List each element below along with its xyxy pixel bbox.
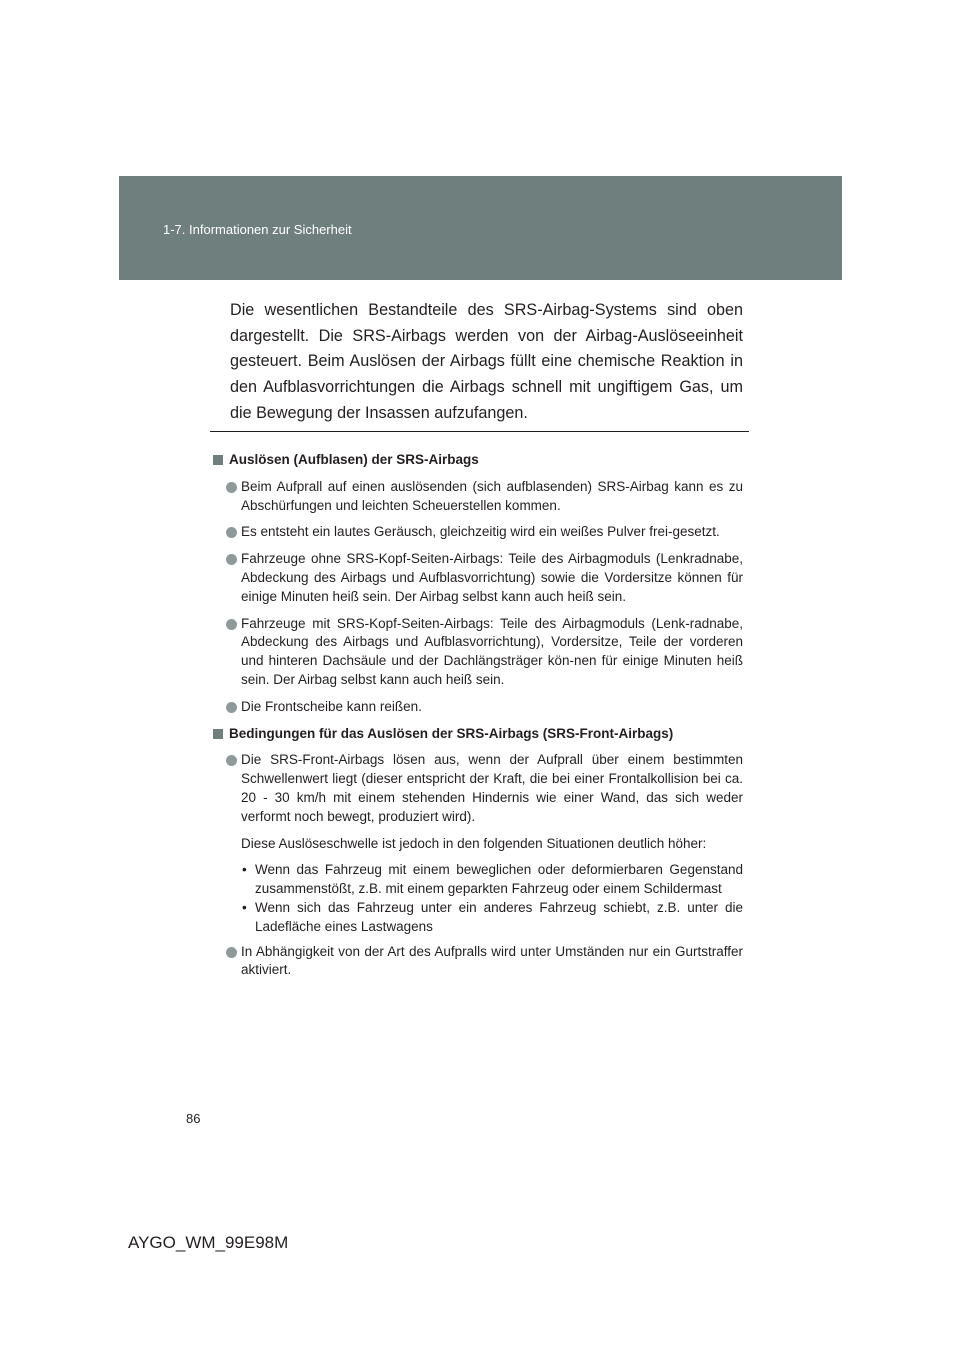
- list-item-text: Die SRS-Front-Airbags lösen aus, wenn der Aufprall über einem bestimmten Schwellenwert liegt (dieser entspricht der Kraft, die bei einer Frontalkollision bei ca. 20 - 30 km/h mit einem stehenden Hindernis wie einer Wand, das sich weder verformt noch bewegt, produziert wird).: [241, 752, 743, 824]
- square-bullet-icon: [213, 455, 223, 465]
- list-item-text: Fahrzeuge mit SRS-Kopf-Seiten-Airbags: Teile des Airbagmoduls (Lenk-radnabe, Abdeckung des Airbags und Aufblasvorrichtung), Vordersitze, Teile der vorderen und hinteren Dachsäule und der Dachlängsträger kön-nen für einige Minuten heiß sein. Der Airbag selbst kann auch heiß sein.: [241, 615, 743, 687]
- page-number: 86: [186, 1111, 201, 1126]
- bullet-icon: •: [242, 899, 247, 915]
- sub-list-item: [213, 861, 743, 899]
- list-item: [213, 615, 743, 690]
- header-band: [119, 176, 842, 280]
- circle-bullet-icon: [226, 755, 237, 766]
- list-item-text: In Abhängigkeit von der Art des Aufpralls wird unter Umständen nur ein Gurtstraffer aktiviert.: [241, 943, 743, 978]
- circle-bullet-icon: [226, 947, 237, 958]
- note-paragraph: Diese Auslöseschwelle ist jedoch in den folgenden Situationen deutlich höher:: [241, 835, 707, 851]
- circle-bullet-icon: [226, 619, 237, 630]
- list-item-text: Es entsteht ein lautes Geräusch, gleichzeitig wird ein weißes Pulver frei-gesetzt.: [241, 524, 720, 540]
- sub-list-item: [213, 899, 743, 937]
- list-item: [213, 523, 743, 542]
- intro-paragraph: Die wesentlichen Bestandteile des SRS-Airbag-Systems sind oben dargestellt. Die SRS-Airbags werden von der Airbag-Auslöseeinheit gesteuert. Beim Auslösen der Airbags füllt eine chemische Reaktion in den Aufblasvorrichtungen die Airbags schnell mit ungiftigem Gas, um die Bewegung der Insassen aufzufangen.: [230, 301, 743, 422]
- circle-bullet-icon: [226, 554, 237, 565]
- section-title: 1-7. Informationen zur Sicherheit: [163, 222, 352, 237]
- section-heading: [213, 725, 743, 744]
- list-item: [213, 478, 743, 516]
- list-item: [213, 698, 743, 717]
- list-item: [213, 943, 743, 981]
- list-item-text: Die Frontscheibe kann reißen.: [241, 698, 422, 714]
- circle-bullet-icon: [226, 527, 237, 538]
- sub-list: [213, 861, 743, 936]
- divider: [210, 431, 749, 432]
- sub-list-item-text: Wenn das Fahrzeug mit einem beweglichen oder deformierbaren Gegenstand zusammenstößt, z.B. mit einem geparkten Fahrzeug oder einem Schildermast: [255, 862, 743, 897]
- circle-bullet-icon: [226, 482, 237, 493]
- list-item-text: Fahrzeuge ohne SRS-Kopf-Seiten-Airbags: Teile des Airbagmoduls (Lenkradnabe, Abdeckung des Airbags und Aufblasvorrichtung) sowie die Vordersitze können für einige Minuten heiß sein. Der Airbag selbst kann auch heiß sein.: [241, 551, 743, 604]
- main-content: [213, 451, 743, 988]
- bullet-icon: •: [242, 862, 247, 878]
- list-item: [213, 550, 743, 606]
- footer-code: AYGO_WM_99E98M: [128, 1233, 289, 1252]
- sub-list-item-text: Wenn sich das Fahrzeug unter ein anderes Fahrzeug schiebt, z.B. unter die Ladefläche eines Lastwagens: [255, 899, 743, 934]
- section-heading-text: Bedingungen für das Auslösen der SRS-Airbags (SRS-Front-Airbags): [229, 725, 674, 741]
- section-heading: [213, 451, 743, 470]
- circle-bullet-icon: [226, 702, 237, 713]
- list-item-text: Beim Aufprall auf einen auslösenden (sich aufblasenden) SRS-Airbag kann es zu Abschürfungen und leichten Scheuerstellen kommen.: [241, 478, 743, 513]
- square-bullet-icon: [213, 729, 223, 739]
- list-item: [213, 751, 743, 826]
- section-heading-text: Auslösen (Aufblasen) der SRS-Airbags: [229, 452, 479, 467]
